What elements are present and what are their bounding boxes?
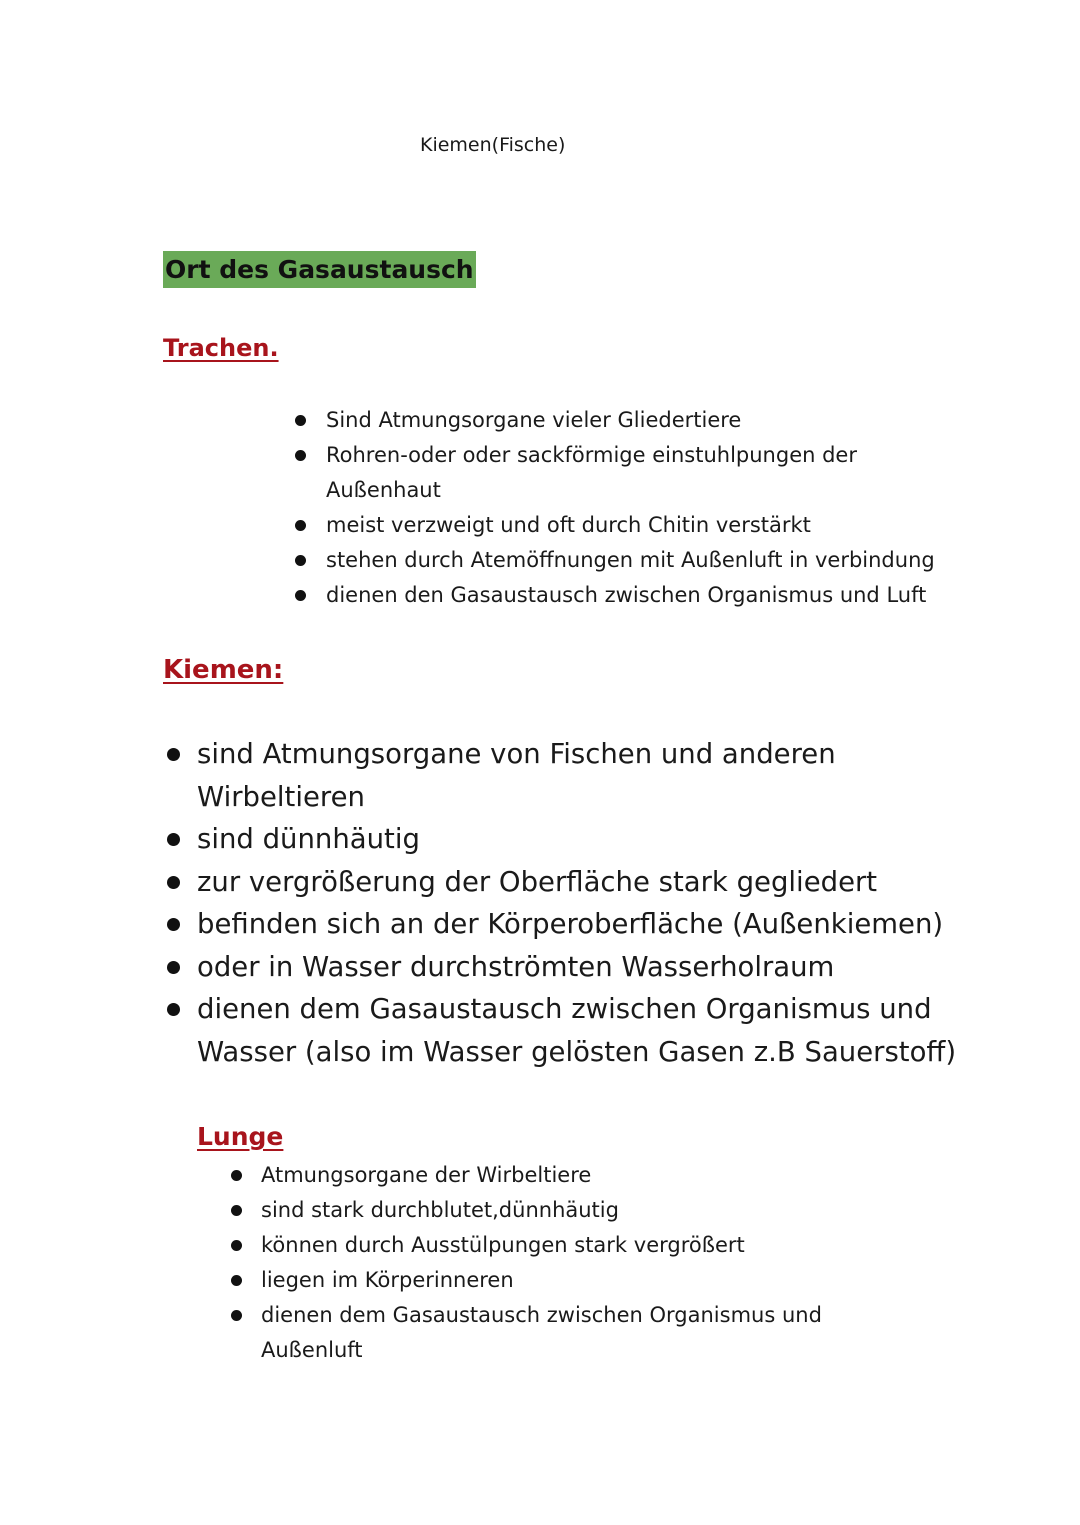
list-item: Atmungsorgane der Wirbeltiere [261,1158,901,1193]
list-item: sind Atmungsorgane von Fischen und anderen Wirbeltieren [197,733,957,818]
lunge-heading: Lunge [197,1122,284,1151]
list-item: dienen dem Gasaustausch zwischen Organismus und Wasser (also im Wasser gelösten Gasen z.B Sauerstoff) [197,988,957,1073]
list-item: können durch Ausstülpungen stark vergrößert [261,1228,901,1263]
kiemen-heading: Kiemen: [163,655,284,685]
trachen-list [326,403,966,613]
list-item: befinden sich an der Körperoberfläche (Außenkiemen) [197,903,957,946]
list-item: liegen im Körperinneren [261,1263,901,1298]
list-item: sind stark durchblutet,dünnhäutig [261,1193,901,1228]
list-item: sind dünnhäutig [197,818,957,861]
page-title: Kiemen(Fische) [420,134,566,156]
list-item: meist verzweigt und oft durch Chitin verstärkt [326,508,966,543]
list-item: Rohren-oder oder sackförmige einstuhlpungen der Außenhaut [326,438,966,508]
section-heading: Ort des Gasaustausch [163,251,476,288]
list-item: zur vergrößerung der Oberfläche stark gegliedert [197,861,957,904]
list-item: stehen durch Atemöffnungen mit Außenluft in verbindung [326,543,966,578]
kiemen-list [197,733,957,1073]
list-item: Sind Atmungsorgane vieler Gliedertiere [326,403,966,438]
list-item: dienen den Gasaustausch zwischen Organismus und Luft [326,578,966,613]
list-item: dienen dem Gasaustausch zwischen Organismus und Außenluft [261,1298,901,1368]
list-item: oder in Wasser durchströmten Wasserholraum [197,946,957,989]
lunge-list [261,1158,901,1368]
trachen-heading: Trachen. [163,334,279,362]
